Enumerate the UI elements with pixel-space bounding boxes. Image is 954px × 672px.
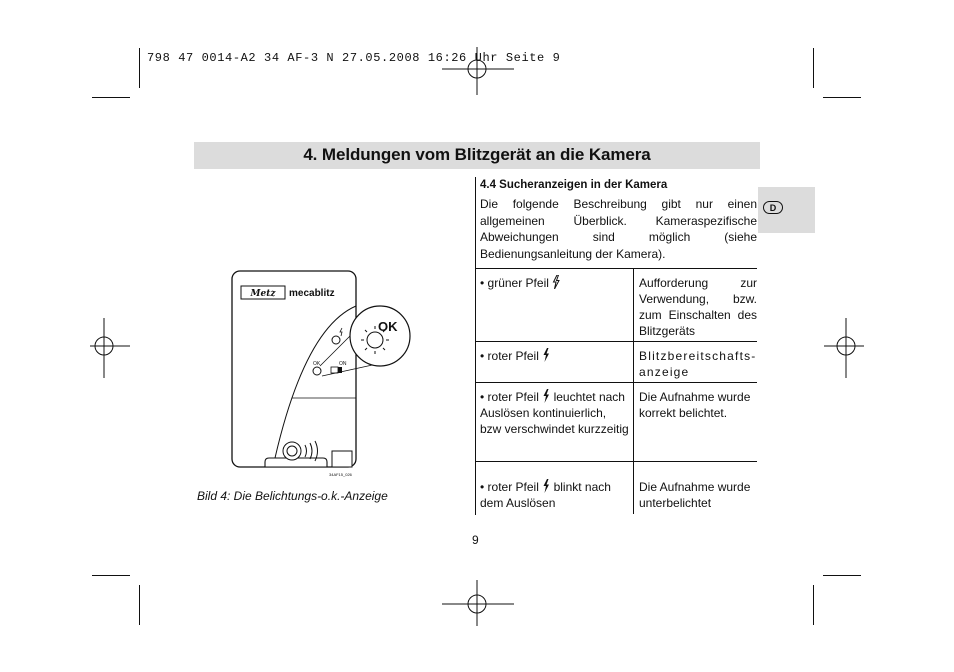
ok-label: OK: [378, 319, 398, 334]
figure-caption: Bild 4: Die Belichtungs-o.k.-Anzeige: [197, 489, 388, 503]
crop-mark: [139, 48, 140, 88]
crop-mark: [823, 97, 861, 98]
brand-name: mecablitz: [289, 288, 335, 299]
table-row-meaning: Die Aufnahme wurde unterbelichtet: [639, 480, 751, 510]
table-row-indicator: • roter Pfeil blinkt nach dem Auslösen: [480, 480, 611, 510]
section-intro: Die folgende Beschreibung gibt nur einen allgemeinen Überblick. Kameraspezifische Abweichungen sind möglich (siehe Bedienungsanleitung der Kamera).: [480, 197, 757, 261]
registration-mark-left: [90, 318, 130, 378]
table-rule: [476, 341, 757, 342]
registration-mark-bottom: [442, 580, 514, 630]
crop-mark: [139, 585, 140, 625]
table-row-meaning: Blitzbereitschafts-anzeige: [639, 349, 757, 379]
crop-mark: [92, 575, 130, 576]
table-row-meaning: Die Aufnahme wurde korrekt belichtet.: [639, 390, 751, 420]
page-number: 9: [472, 533, 479, 547]
flash-unit-illustration: [225, 268, 415, 488]
table-row-indicator: • grüner Pfeil: [480, 275, 630, 291]
table-row-meaning: Aufforderung zur Verwendung, bzw. zum Einschalten des Blitzgeräts: [639, 276, 757, 338]
lightning-arrow-icon: [542, 348, 550, 362]
lightning-arrow-icon: [552, 275, 560, 289]
table-row-indicator: • roter Pfeil leuchtet nach Auslösen kontinuierlich, bzw verschwindet kurzzeitig: [480, 390, 629, 436]
column-divider: [475, 177, 476, 515]
lightning-arrow-icon: [542, 389, 550, 403]
table-rule: [476, 461, 757, 462]
small-ok-label: OK: [313, 361, 321, 367]
table-column-rule: [633, 268, 634, 514]
crop-mark: [92, 97, 130, 98]
figure-code: 34AF15_026: [329, 472, 352, 477]
title-bar: [194, 142, 760, 169]
registration-mark-right: [824, 318, 864, 378]
print-header: 798 47 0014-A2 34 AF-3 N 27.05.2008 16:26 Uhr Seite 9: [147, 51, 561, 65]
table-rule: [476, 382, 757, 383]
page-title: 4. Meldungen vom Blitzgerät an die Kamera: [303, 145, 651, 164]
section-heading: 4.4 Sucheranzeigen in der Kamera: [480, 179, 668, 191]
crop-mark: [813, 48, 814, 88]
lightning-arrow-icon: [542, 479, 550, 493]
on-label: ON: [339, 361, 347, 367]
table-rule: [476, 268, 757, 269]
crop-mark: [823, 575, 861, 576]
brand-logo: Metz: [250, 289, 276, 299]
language-tab: [758, 187, 815, 233]
language-badge: D: [763, 201, 783, 214]
crop-mark: [813, 585, 814, 625]
table-row-indicator: • roter Pfeil: [480, 348, 630, 364]
